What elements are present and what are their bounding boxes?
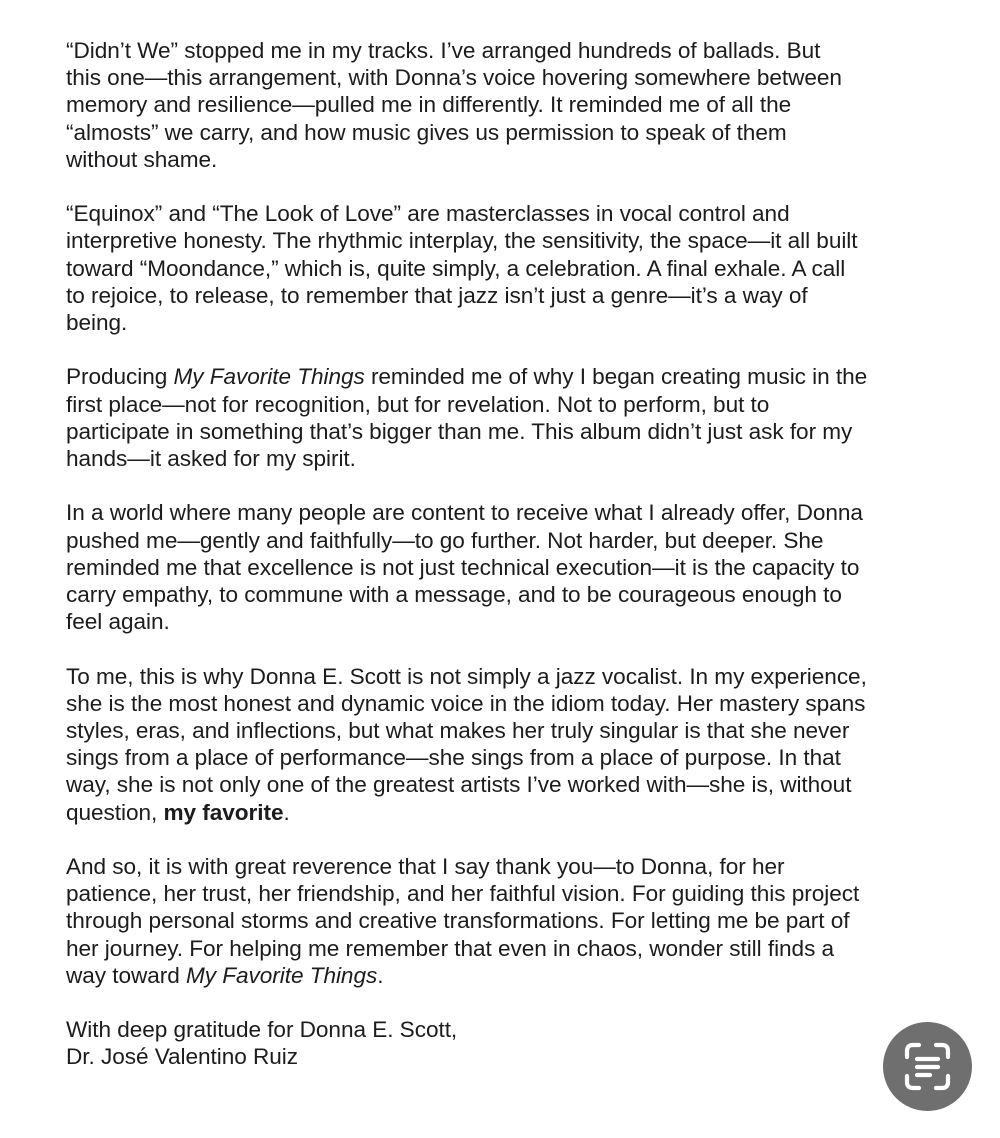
paragraph-didnt-we — [66, 37, 946, 173]
text-line: And so, it is with great reverence that I say thank you—to Donna, for her — [66, 854, 785, 880]
text-line: “Equinox” and “The Look of Love” are masterclasses in vocal control and — [66, 201, 790, 227]
text-line: to rejoice, to release, to remember that jazz isn’t just a genre—it’s a way of — [66, 282, 808, 308]
text-segment: way toward — [66, 962, 186, 988]
signoff — [66, 1016, 946, 1070]
text-line: she is the most honest and dynamic voice in the idiom today. Her mastery spans — [66, 690, 866, 716]
text-line: first place—not for recognition, but for revelation. Not to perform, but to — [66, 391, 770, 417]
paragraph-equinox — [66, 200, 946, 336]
text-line: without shame. — [66, 146, 218, 172]
text-segment: question, — [66, 799, 164, 825]
live-text-icon — [883, 1022, 972, 1111]
text-line: pushed me—gently and faithfully—to go further. Not harder, but deeper. She — [66, 527, 824, 553]
text-line: patience, her trust, her friendship, and her faithful vision. For guiding this project — [66, 881, 860, 907]
text-line: In a world where many people are content to receive what I already offer, Donna — [66, 500, 863, 526]
text-line — [66, 799, 946, 826]
paragraph-to-me — [66, 663, 946, 826]
text-line: carry empathy, to commune with a message, and to be courageous enough to — [66, 582, 842, 608]
album-title: My Favorite Things — [186, 962, 378, 988]
text-line: hands—it asked for my spirit. — [66, 446, 356, 472]
paragraph-thank-you — [66, 853, 946, 989]
text-line: way, she is not only one of the greatest artists I’ve worked with—she is, without — [66, 772, 852, 798]
text-line: interpretive honesty. The rhythmic interplay, the sensitivity, the space—it all built — [66, 228, 858, 254]
text-line — [66, 962, 946, 989]
text-line: this one—this arrangement, with Donna’s voice hovering somewhere between — [66, 65, 842, 91]
text-line: through personal storms and creative transformations. For letting me be part of — [66, 908, 850, 934]
text-line: participate in something that’s bigger than me. This album didn’t just ask for my — [66, 418, 853, 444]
text-line: styles, eras, and inflections, but what makes her truly singular is that she never — [66, 718, 850, 744]
text-segment: Producing — [66, 364, 174, 390]
text-line: feel again. — [66, 609, 170, 635]
paragraph-in-a-world — [66, 499, 946, 635]
text-line: To me, this is why Donna E. Scott is not simply a jazz vocalist. In my experience, — [66, 663, 867, 689]
signoff-name: Dr. José Valentino Ruiz — [66, 1044, 299, 1070]
text-line: being. — [66, 310, 128, 336]
text-line: “Didn’t We” stopped me in my tracks. I’ve arranged hundreds of ballads. But — [66, 38, 821, 63]
text-segment: . — [377, 962, 384, 988]
live-text-button[interactable] — [883, 1022, 972, 1111]
text-line — [66, 363, 946, 390]
signoff-line: With deep gratitude for Donna E. Scott, — [66, 1017, 458, 1043]
text-line: memory and resilience—pulled me in differently. It reminded me of all the — [66, 92, 792, 118]
paragraph-producing — [66, 363, 946, 472]
text-line: reminded me that excellence is not just technical execution—it is the capacity to — [66, 554, 860, 580]
text-line: sings from a place of performance—she sings from a place of purpose. In that — [66, 745, 841, 771]
text-line: her journey. For helping me remember that even in chaos, wonder still finds a — [66, 935, 835, 961]
letter-body — [66, 37, 946, 1071]
text-segment: reminded me of why I began creating music in the — [364, 364, 868, 390]
text-line: “almosts” we carry, and how music gives us permission to speak of them — [66, 119, 787, 145]
emphasis-my-favorite: my favorite — [163, 799, 284, 825]
text-segment: . — [283, 799, 290, 825]
text-line: toward “Moondance,” which is, quite simply, a celebration. A final exhale. A call — [66, 255, 846, 281]
album-title: My Favorite Things — [173, 364, 365, 390]
